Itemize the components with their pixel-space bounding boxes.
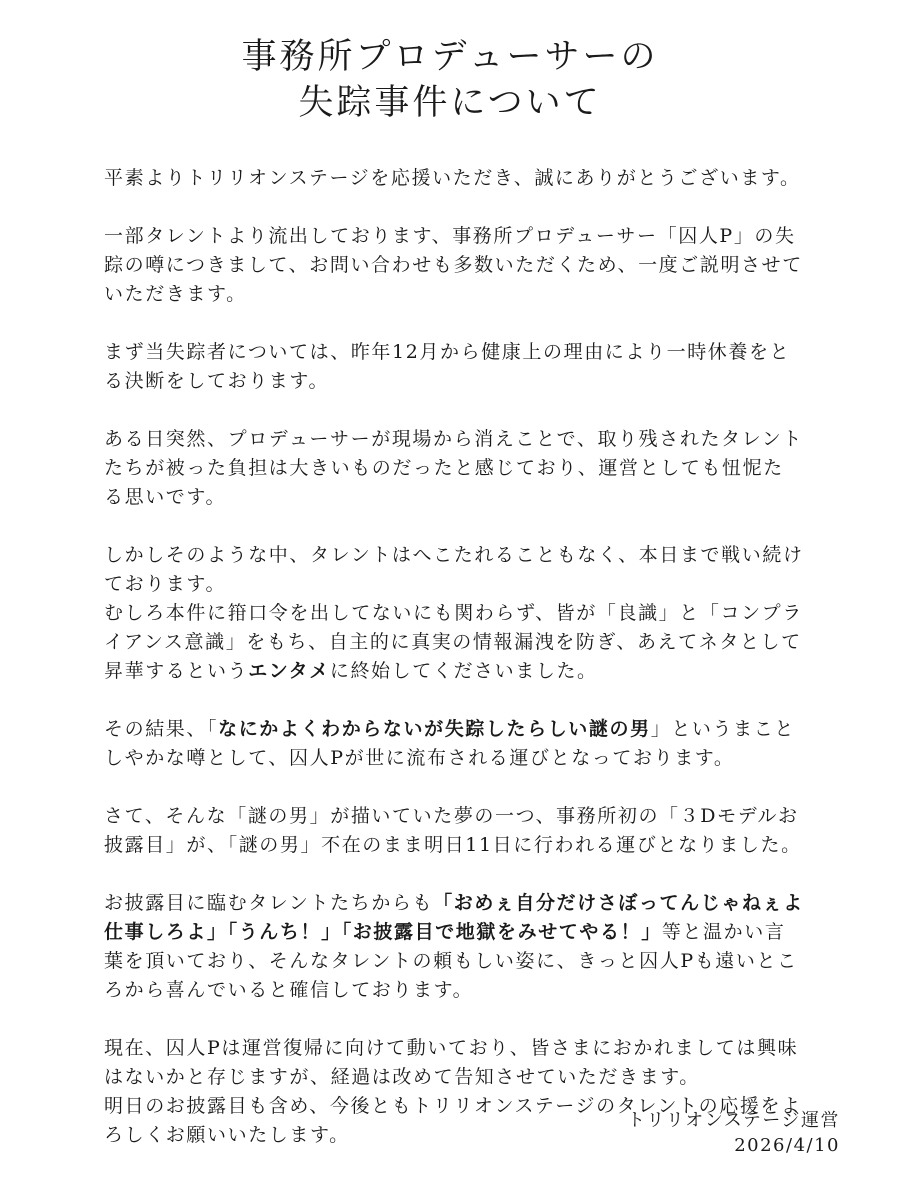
paragraph-text: ある日突然、プロデューサーが現場から消えことで、取り残されたタレントたちが被った負担は大きいものだったと感じており、運営としても忸怩たる思いです。: [104, 428, 803, 508]
paragraph-text: に終始してくださいました。: [329, 660, 598, 682]
announcement-body: [104, 164, 804, 1179]
paragraph-text: しかしそのような中、タレントはへこたれることもなく、本日まで戦い続けております。: [104, 544, 804, 595]
paragraph-text: 平素よりトリリオンステージを応援いただき、誠にありがとうございます。: [104, 167, 801, 189]
paragraph-text: お披露目に臨むタレントたちからも: [104, 892, 434, 914]
paragraph-7: [104, 802, 804, 860]
title-line-2: 失踪事件について: [298, 83, 602, 123]
paragraph-2: [104, 222, 804, 309]
paragraph-text: 」というまことしやかな噂として、囚人Pが世に流布される運びとなっております。: [104, 718, 795, 769]
paragraph-text: さて、そんな「謎の男」が描いていた夢の一つ、事務所初の「３Dモデルお披露目」が、「謎の男」不在のまま明日11日に行われる運びとなりました。: [104, 805, 802, 856]
signature-block: [627, 1108, 840, 1158]
title-line-1: 事務所プロデューサーの: [241, 37, 659, 77]
paragraph-8: [104, 889, 804, 1005]
paragraph-text: 等と温かい言葉を頂いており、そんなタレントの頼もしい姿に、きっと囚人Pも遠いところから喜んでいると確信しております。: [104, 921, 798, 1001]
paragraph-text: むしろ本件に箝口令を出してないにも関わらず、皆が「良識」と「コンプライアンス意識」をもち、自主的に真実の情報漏洩を防ぎ、あえてネタとして昇華するという: [104, 602, 803, 682]
page-title: [0, 34, 900, 126]
paragraph-6: [104, 715, 804, 773]
paragraph-5: [104, 541, 804, 686]
signature-date: 2026/4/10: [734, 1135, 840, 1156]
paragraph-text: 一部タレントより流出しております、事務所プロデューサー「囚人P」の失踪の噂につきまして、お問い合わせも多数いただくため、一度ご説明させていただきます。: [104, 225, 803, 305]
paragraph-1: [104, 164, 804, 193]
paragraph-text: 現在、囚人Pは運営復帰に向けて動いており、皆さまにおかれましては興味はないかと存じますが、経過は改めて告知させていただきます。: [104, 1037, 799, 1088]
signature-organization: トリリオンステージ運営: [626, 1110, 840, 1131]
paragraph-4: [104, 425, 804, 512]
paragraph-text: 明日のお披露目も含め、今後ともトリリオンステージのタレントの応援をよろしくお願いいたします。: [104, 1095, 802, 1146]
paragraph-text: まず当失踪者については、昨年12月から健康上の理由により一時休養をとる決断をしております。: [104, 341, 791, 392]
paragraph-3: [104, 338, 804, 396]
paragraph-text: その結果、「: [104, 718, 219, 740]
emphasized-text: エンタメ: [248, 660, 330, 682]
emphasized-text: なにかよくわからないが失踪したらしい謎の男: [218, 718, 651, 740]
emphasized-text: 「おめぇ自分だけさぼってんじゃねぇよ仕事しろよ」「うんち！」「お披露目で地獄をみせてやる！」: [104, 892, 804, 943]
